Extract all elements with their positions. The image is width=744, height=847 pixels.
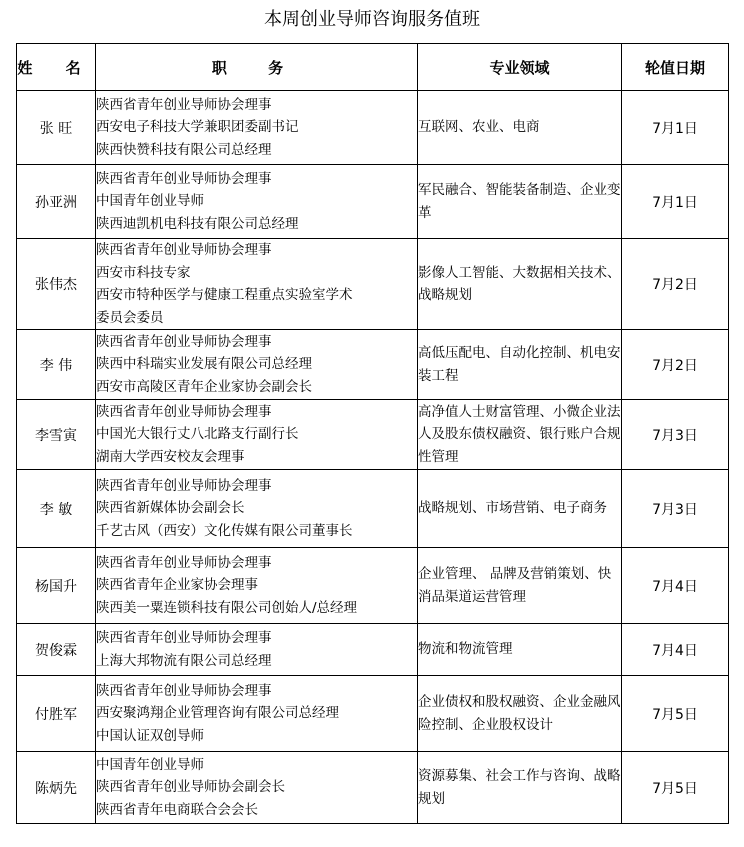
mentor-field: 战略规划、市场营销、电子商务 [418, 470, 622, 548]
mentor-field: 企业管理、 品牌及营销策划、快消品渠道运营管理 [418, 548, 622, 624]
mentor-field: 互联网、农业、电商 [418, 91, 622, 165]
position-line: 陕西省青年创业导师协会理事 [96, 96, 272, 113]
position-line: 陕西中科瑞实业发展有限公司总经理 [96, 356, 312, 373]
position-line: 陕西省青年创业导师协会副会长 [96, 779, 285, 796]
position-line: 中国青年创业导师 [96, 193, 204, 210]
table-row [17, 91, 729, 165]
duty-date: 7月3日 [622, 470, 729, 548]
position-line: 千艺古风（西安）文化传媒有限公司董事长 [96, 522, 353, 539]
table-row [17, 752, 729, 824]
duty-date: 7月4日 [622, 624, 729, 676]
mentor-positions [96, 330, 418, 400]
mentor-name: 李雪寅 [17, 400, 96, 470]
table-row [17, 239, 729, 330]
duty-date: 7月5日 [622, 676, 729, 752]
table-row [17, 548, 729, 624]
duty-date: 7月1日 [622, 91, 729, 165]
position-line: 陕西省青年电商联合会会长 [96, 801, 258, 818]
position-line: 中国光大银行丈八北路支行副行长 [96, 426, 299, 443]
mentor-name: 张 旺 [17, 91, 96, 165]
mentor-positions [96, 676, 418, 752]
table-row [17, 330, 729, 400]
mentor-positions [96, 239, 418, 330]
mentor-name: 付胜军 [17, 676, 96, 752]
table-row [17, 624, 729, 676]
position-line: 陕西省青年创业导师协会理事 [96, 477, 272, 494]
duty-date: 7月3日 [622, 400, 729, 470]
mentor-field: 军民融合、智能装备制造、企业变革 [418, 165, 622, 239]
position-line: 陕西省青年创业导师协会理事 [96, 554, 272, 571]
mentor-name: 李 敏 [17, 470, 96, 548]
position-line: 陕西迪凯机电科技有限公司总经理 [96, 215, 299, 232]
mentor-field: 资源募集、社会工作与咨询、战略规划 [418, 752, 622, 824]
table-row [17, 470, 729, 548]
header-date: 轮值日期 [622, 44, 729, 91]
page-title: 本周创业导师咨询服务值班 [264, 9, 480, 30]
duty-date: 7月2日 [622, 239, 729, 330]
duty-date: 7月5日 [622, 752, 729, 824]
mentor-name: 贺俊霖 [17, 624, 96, 676]
mentor-name: 杨国升 [17, 548, 96, 624]
position-line: 西安市科技专家 [96, 264, 191, 281]
header-name: 姓 名 [17, 44, 96, 91]
mentor-name: 孙亚洲 [17, 165, 96, 239]
position-line: 湖南大学西安校友会理事 [96, 448, 245, 465]
position-line: 西安聚鸿翔企业管理咨询有限公司总经理 [96, 705, 339, 722]
table-row [17, 400, 729, 470]
table-row [17, 676, 729, 752]
duty-table [16, 43, 729, 824]
position-line: 陕西省青年创业导师协会理事 [96, 333, 272, 350]
table-row [17, 165, 729, 239]
mentor-positions [96, 752, 418, 824]
mentor-field: 影像人工智能、大数据相关技术、战略规划 [418, 239, 622, 330]
mentor-field: 物流和物流管理 [418, 624, 622, 676]
mentor-name: 李 伟 [17, 330, 96, 400]
header-field: 专业领域 [418, 44, 622, 91]
position-line: 上海大邦物流有限公司总经理 [96, 652, 272, 669]
position-line: 陕西省青年创业导师协会理事 [96, 170, 272, 187]
duty-date: 7月1日 [622, 165, 729, 239]
position-line: 陕西省青年创业导师协会理事 [96, 682, 272, 699]
mentor-positions [96, 91, 418, 165]
header-row [17, 44, 729, 91]
duty-date: 7月2日 [622, 330, 729, 400]
mentor-positions [96, 165, 418, 239]
position-line: 委员会委员 [96, 309, 164, 326]
position-line: 陕西省青年企业家协会理事 [96, 577, 258, 594]
mentor-name: 陈炳先 [17, 752, 96, 824]
position-line: 西安电子科技大学兼职团委副书记 [96, 119, 299, 136]
mentor-positions [96, 400, 418, 470]
position-line: 中国认证双创导师 [96, 727, 204, 744]
position-line: 陕西快赞科技有限公司总经理 [96, 141, 272, 158]
position-line: 陕西美一粟连锁科技有限公司创始人/总经理 [96, 599, 358, 616]
mentor-positions [96, 470, 418, 548]
mentor-field: 高低压配电、自动化控制、机电安装工程 [418, 330, 622, 400]
mentor-field: 高净值人士财富管理、小微企业法人及股东债权融资、银行账户合规性管理 [418, 400, 622, 470]
position-line: 西安市高陵区青年企业家协会副会长 [96, 378, 312, 395]
position-line: 陕西省青年创业导师协会理事 [96, 242, 272, 258]
position-line: 中国青年创业导师 [96, 756, 204, 773]
duty-date: 7月4日 [622, 548, 729, 624]
position-line: 陕西省新媒体协会副会长 [96, 500, 245, 517]
mentor-name: 张伟杰 [17, 239, 96, 330]
mentor-positions [96, 548, 418, 624]
position-line: 西安市特种医学与健康工程重点实验室学术 [96, 287, 353, 303]
mentor-field: 企业债权和股权融资、企业金融风险控制、企业股权设计 [418, 676, 622, 752]
position-line: 陕西省青年创业导师协会理事 [96, 630, 272, 646]
position-line: 陕西省青年创业导师协会理事 [96, 403, 272, 420]
header-position: 职 务 [96, 44, 418, 91]
mentor-positions [96, 624, 418, 676]
